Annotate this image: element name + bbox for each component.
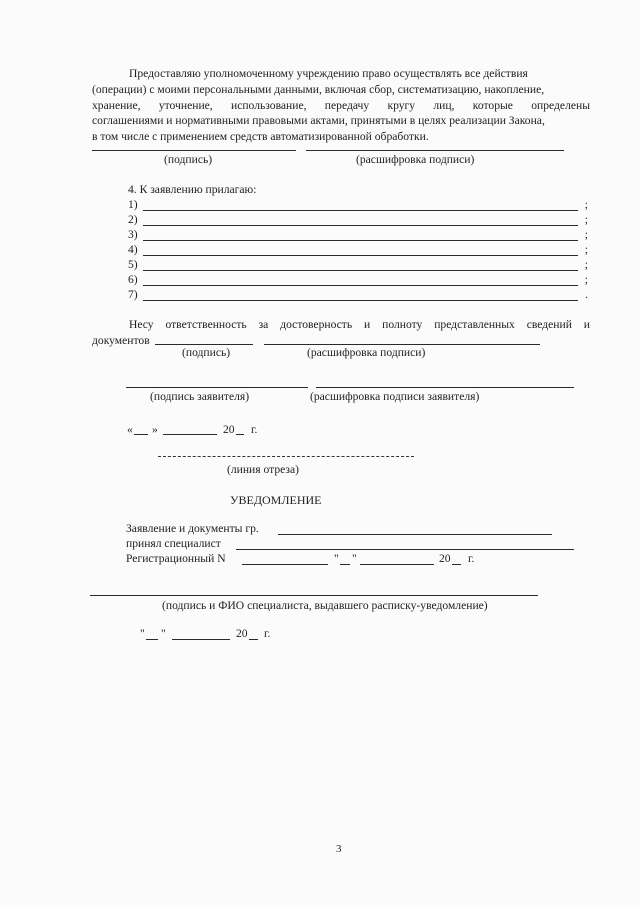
applicant-date-open: «: [127, 423, 133, 436]
attachment-end: ;: [584, 213, 588, 226]
applicant-date-day-line[interactable]: [134, 434, 148, 435]
attachment-number: 7): [128, 288, 138, 301]
applicant-date-year: 20: [223, 423, 235, 436]
notice-reg-year-suffix: г.: [468, 552, 475, 565]
attachment-end: ;: [584, 258, 588, 271]
notice-reg-quote-open: ": [334, 552, 339, 565]
notice-received-line[interactable]: [278, 534, 552, 535]
notice-accepted-label: принял специалист: [126, 537, 221, 550]
attachment-end: .: [585, 288, 588, 301]
notice-reg-year-line[interactable]: [452, 564, 461, 565]
attachment-row[interactable]: [128, 228, 588, 242]
attachment-row[interactable]: [128, 198, 588, 212]
consent-line-5: в том числе с применением средств автоматизированной обработки.: [92, 130, 429, 144]
responsibility-line-1: Несу ответственность за достоверность и полноту представленных сведений и: [129, 318, 590, 331]
notice-reg-year: 20: [439, 552, 451, 565]
attachment-row[interactable]: [128, 258, 588, 272]
attachment-end: ;: [584, 198, 588, 211]
responsibility-sign-label: (подпись): [182, 346, 231, 359]
notice-received-label: Заявление и документы гр.: [126, 522, 259, 535]
attachment-line[interactable]: [143, 285, 578, 286]
attachments-heading: 4. К заявлению прилагаю:: [128, 183, 257, 196]
attachment-end: ;: [584, 228, 588, 241]
notice-date-year: 20: [236, 627, 248, 640]
consent-sign-label: (подпись): [164, 153, 213, 166]
attachment-number: 5): [128, 258, 138, 271]
notice-reg-month-line[interactable]: [360, 564, 434, 565]
notice-date-month-line[interactable]: [172, 639, 230, 640]
responsibility-decode-label: (расшифровка подписи): [307, 346, 426, 359]
attachment-line[interactable]: [143, 255, 578, 256]
applicant-date-year-line[interactable]: [236, 434, 244, 435]
consent-decode-line[interactable]: [306, 150, 564, 151]
attachment-end: ;: [584, 273, 588, 286]
attachment-row[interactable]: [128, 213, 588, 227]
notice-date-day-line[interactable]: [146, 639, 158, 640]
applicant-sign-label: (подпись заявителя): [150, 390, 250, 403]
attachment-number: 3): [128, 228, 138, 241]
attachment-number: 6): [128, 273, 138, 286]
consent-decode-label: (расшифровка подписи): [356, 153, 475, 166]
consent-line-1: Предоставляю уполномоченному учреждению право осуществлять все действия: [129, 67, 528, 80]
consent-line-2: (операции) с моими персональными данными, включая сбор, систематизацию, накопление,: [92, 82, 545, 96]
notice-specialist-signature-line[interactable]: [90, 595, 538, 596]
cut-line: [158, 456, 414, 457]
applicant-date-month-line[interactable]: [163, 434, 217, 435]
responsibility-decode-line[interactable]: [264, 344, 540, 345]
applicant-signature-line[interactable]: [126, 387, 308, 388]
attachment-line[interactable]: [143, 225, 578, 226]
attachment-line[interactable]: [143, 270, 578, 271]
consent-line-3: хранение, уточнение, использование, передачу кругу лиц, которые определены: [92, 98, 590, 112]
applicant-decode-line[interactable]: [316, 387, 574, 388]
attachment-row[interactable]: [128, 288, 588, 302]
responsibility-signature-line[interactable]: [155, 344, 253, 345]
notice-reg-day-line[interactable]: [340, 564, 350, 565]
applicant-date-mid: »: [152, 423, 158, 436]
page-number: 3: [336, 843, 342, 855]
consent-line-4: соглашениями и нормативными правовыми актами, принятыми в целях реализации Закона,: [92, 114, 545, 128]
attachment-line[interactable]: [143, 300, 578, 301]
attachment-row[interactable]: [128, 273, 588, 287]
notice-reg-label: Регистрационный N: [126, 552, 226, 565]
notice-date-quote-close: ": [161, 627, 166, 640]
consent-paragraph: [92, 66, 590, 145]
cut-label: (линия отреза): [227, 463, 300, 476]
consent-signature-line[interactable]: [92, 150, 296, 151]
attachment-row[interactable]: [128, 243, 588, 257]
notice-date-year-line[interactable]: [249, 639, 258, 640]
notice-specialist-sign-label: (подпись и ФИО специалиста, выдавшего расписку-уведомление): [162, 599, 488, 612]
notice-reg-quote-close: ": [352, 552, 357, 565]
applicant-decode-label: (расшифровка подписи заявителя): [310, 390, 480, 403]
notice-date-quote-open: ": [140, 627, 145, 640]
applicant-date-suffix: г.: [251, 423, 258, 436]
notice-date-suffix: г.: [264, 627, 271, 640]
notice-accepted-line[interactable]: [236, 549, 574, 550]
attachment-end: ;: [584, 243, 588, 256]
attachment-number: 1): [128, 198, 138, 211]
attachment-number: 4): [128, 243, 138, 256]
notice-reg-number-line[interactable]: [242, 564, 328, 565]
notice-title: УВЕДОМЛЕНИЕ: [230, 493, 322, 507]
responsibility-line-2: документов: [92, 333, 150, 347]
attachment-line[interactable]: [143, 210, 578, 211]
attachment-number: 2): [128, 213, 138, 226]
attachment-line[interactable]: [143, 240, 578, 241]
